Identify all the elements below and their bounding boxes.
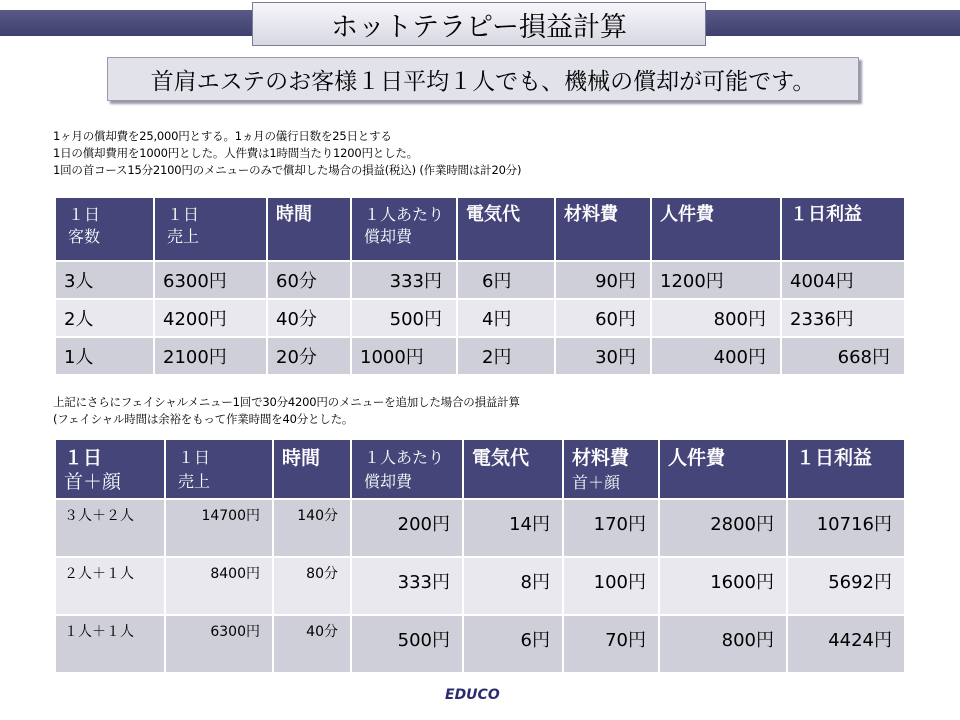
header-cell: １日 売上: [165, 439, 273, 499]
note-line: 1ヶ月の償却費を25,000円とする。1ヵ月の儀行日数を25日とする: [53, 129, 392, 143]
table-cell: 70円: [563, 615, 659, 673]
header-cell: 人件費: [651, 197, 781, 261]
table-header-row: [55, 197, 905, 261]
table-row: [55, 261, 905, 299]
table-cell: 60円: [555, 299, 651, 337]
header-cell: １人あたり 償却費: [351, 439, 463, 499]
note-line: 上記にさらにフェイシャルメニュー1回で30分4200円のメニューを追加した場合の損益計算: [53, 395, 520, 409]
profit-table-neck-face: [54, 438, 906, 674]
table-cell: 20分: [267, 337, 351, 375]
table-cell: 2336円: [781, 299, 905, 337]
header-cell: １日 客数: [55, 197, 154, 261]
header-cell: 材料費: [555, 197, 651, 261]
table-row: [55, 337, 905, 375]
table-cell: 6300円: [154, 261, 267, 299]
table-cell: 800円: [651, 299, 781, 337]
header-cell: １日 首＋顔: [55, 439, 165, 499]
note-line: (フェイシャル時間は余裕をもって作業時間を40分とした。: [53, 412, 354, 426]
table-cell: １人＋１人: [55, 615, 165, 673]
table-cell: 100円: [563, 557, 659, 615]
table-cell: 2円: [457, 337, 555, 375]
note-line: 1日の償却費用を1000円とした。人件費は1時間当たり1200円とした。: [53, 146, 418, 160]
header-cell: 電気代: [463, 439, 563, 499]
table-row: [55, 615, 905, 673]
table-header-row: [55, 439, 905, 499]
header-cell: 材料費 首＋顔: [563, 439, 659, 499]
table-cell: ３人＋２人: [55, 499, 165, 557]
table-cell: 10716円: [787, 499, 905, 557]
subtitle: 首肩エステのお客様１日平均１人でも、機械の償却が可能です。: [107, 57, 859, 101]
table-cell: 333円: [351, 261, 457, 299]
table-cell: 8400円: [165, 557, 273, 615]
table-cell: 6円: [457, 261, 555, 299]
table-cell: 30円: [555, 337, 651, 375]
table-cell: 333円: [351, 557, 463, 615]
table-cell: 170円: [563, 499, 659, 557]
header-cell: １日利益: [781, 197, 905, 261]
header-cell: １日 売上: [154, 197, 267, 261]
table-row: [55, 557, 905, 615]
table-row: [55, 299, 905, 337]
header-cell: １人あたり 償却費: [351, 197, 457, 261]
table-cell: 2100円: [154, 337, 267, 375]
table-cell: 5692円: [787, 557, 905, 615]
table-cell: 14700円: [165, 499, 273, 557]
page-title: ホットテラピー損益計算: [252, 2, 706, 46]
header-cell: １日利益: [787, 439, 905, 499]
table-cell: 4424円: [787, 615, 905, 673]
table-cell: 200円: [351, 499, 463, 557]
table-cell: ２人＋１人: [55, 557, 165, 615]
table-cell: 90円: [555, 261, 651, 299]
table-cell: 3人: [55, 261, 154, 299]
table-cell: 668円: [781, 337, 905, 375]
table-cell: 1000円: [351, 337, 457, 375]
table-cell: 1600円: [659, 557, 787, 615]
table-cell: 500円: [351, 615, 463, 673]
table-cell: 500円: [351, 299, 457, 337]
table-cell: 40分: [273, 615, 351, 673]
table-cell: 2人: [55, 299, 154, 337]
table-cell: 40分: [267, 299, 351, 337]
note-line: 1回の首コース15分2100円のメニューのみで償却した場合の損益(税込) (作業時間は計20分): [53, 163, 522, 177]
header-cell: 時間: [273, 439, 351, 499]
table-cell: 1200円: [651, 261, 781, 299]
table-cell: 800円: [659, 615, 787, 673]
table-cell: 4円: [457, 299, 555, 337]
educo-logo: EDUCO: [445, 687, 500, 703]
table-cell: 2800円: [659, 499, 787, 557]
profit-table-neck: [54, 196, 906, 376]
table-cell: 60分: [267, 261, 351, 299]
table-cell: 8円: [463, 557, 563, 615]
table-row: [55, 499, 905, 557]
table-cell: 140分: [273, 499, 351, 557]
header-cell: 人件費: [659, 439, 787, 499]
table-cell: 14円: [463, 499, 563, 557]
table-cell: 6円: [463, 615, 563, 673]
header-cell: 電気代: [457, 197, 555, 261]
header-cell: 時間: [267, 197, 351, 261]
table-cell: 4004円: [781, 261, 905, 299]
table-cell: 80分: [273, 557, 351, 615]
table-cell: 6300円: [165, 615, 273, 673]
table-cell: 1人: [55, 337, 154, 375]
table-cell: 400円: [651, 337, 781, 375]
table-cell: 4200円: [154, 299, 267, 337]
